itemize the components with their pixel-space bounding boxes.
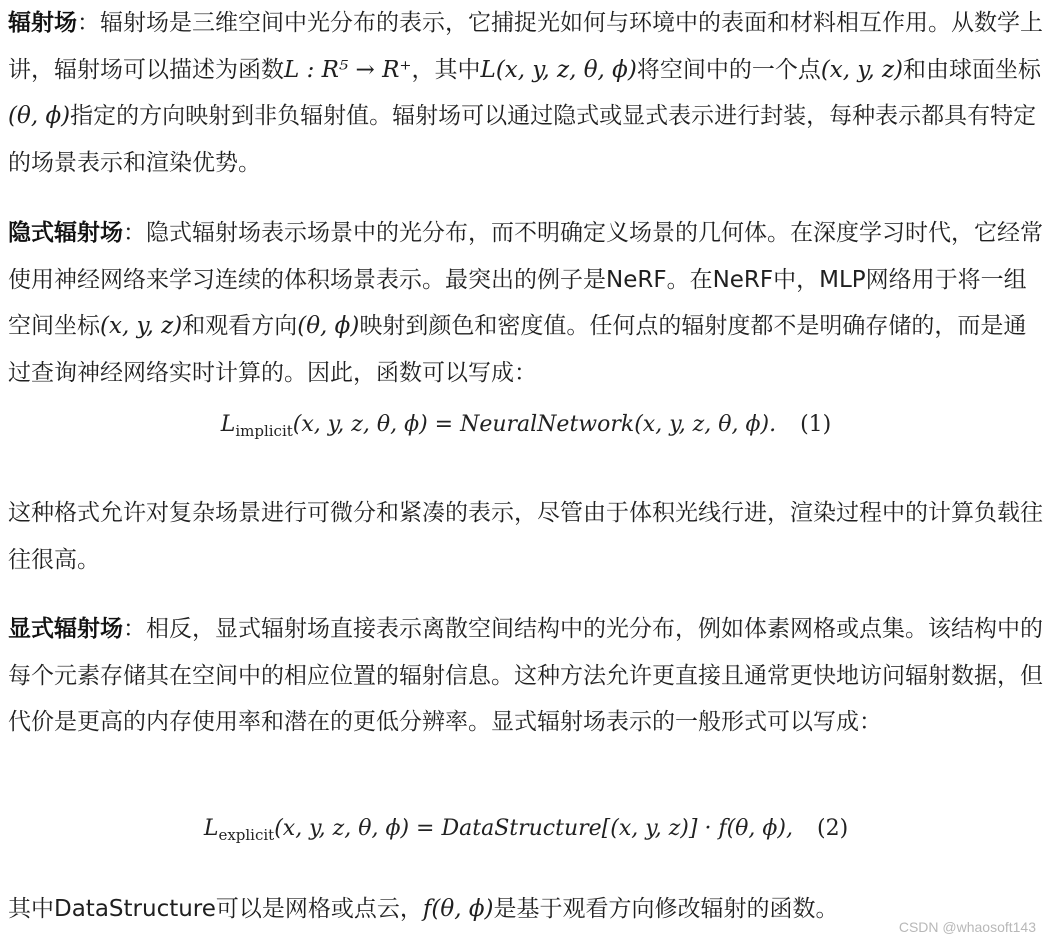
math-theta-phi: (θ, ϕ) <box>8 103 71 129</box>
paragraph-radiance-field <box>8 0 1044 186</box>
math-function-signature: L : R⁵ → R⁺ <box>284 56 412 83</box>
paragraph-text: 和观看方向 <box>182 313 298 339</box>
paragraph-text: ，其中 <box>411 56 481 83</box>
paragraph-text: 将空间中的一个点 <box>636 56 821 83</box>
csdn-watermark: CSDN @whaosoft143 <box>898 919 1036 935</box>
equation-rhs: (x, y, z, θ, ϕ) = DataStructure[(x, y, z)] · f(θ, ϕ), <box>274 816 793 841</box>
paragraph-text: 和由球面坐标 <box>903 56 1042 83</box>
equation-number: (1) <box>800 412 832 437</box>
equation-1 <box>8 412 1044 440</box>
term-implicit-radiance-field: 隐式辐射场 <box>8 220 123 246</box>
paragraph-text: 映射到颜色和密度值。任何点的辐射度都不是明确存储的，而是通过查询神经网络实时计算的。因此，函数可以写成： <box>8 313 1027 386</box>
paragraph-text: ：相反，显式辐射场直接表示离散空间结构中的光分布，例如体素网格或点集。该结构中的每个元素存储其在空间中的相应位置的辐射信息。这种方法允许更直接且通常更快地访问辐射数据，但代价是更高的内存使用率和潜在的更低分辨率。显式辐射场表示的一般形式可以写成： <box>8 616 1043 735</box>
equation-rhs: (x, y, z, θ, ϕ) = NeuralNetwork(x, y, z, θ, ϕ). <box>292 412 777 437</box>
equation-number: (2) <box>816 816 849 841</box>
equation-2 <box>8 816 1044 844</box>
equation-subscript: implicit <box>235 422 293 440</box>
math-f-theta-phi: f(θ, ϕ) <box>422 896 494 922</box>
math-xyz: (x, y, z) <box>820 56 904 83</box>
math-L-function: L(x, y, z, θ, ϕ) <box>480 56 637 83</box>
paragraph-text: 是基于观看方向修改辐射的函数。 <box>493 896 839 922</box>
paragraph-text: ：隐式辐射场表示场景中的光分布，而不明确定义场景的几何体。在深度学习时代，它经常使用神经网络来学习连续的体积场景表示。最突出的例子是NeRF。在NeRF中，MLP网络用于将一组空间坐标 <box>8 220 1043 339</box>
math-theta-phi: (θ, ϕ) <box>297 313 360 339</box>
paragraph-text: ：辐射场是三维空间中光分布的表示，它捕捉光如何与环境中的表面和材料相互作用。从数学上讲，辐射场可以描述为函数 <box>8 10 1043 83</box>
equation-lhs: L <box>220 412 236 437</box>
paragraph-explicit <box>8 606 1044 746</box>
paragraph-text: 其中DataStructure可以是网格或点云， <box>8 896 423 922</box>
paragraph-datastructure <box>8 886 839 933</box>
equation-lhs: L <box>203 816 219 841</box>
paragraph-implicit-note <box>8 490 1044 583</box>
math-xyz: (x, y, z) <box>100 313 183 339</box>
equation-subscript: explicit <box>218 826 275 844</box>
term-explicit-radiance-field: 显式辐射场 <box>8 616 123 642</box>
paragraph-text: 这种格式允许对复杂场景进行可微分和紧凑的表示，尽管由于体积光线行进，渲染过程中的计算负载往往很高。 <box>8 500 1043 573</box>
paragraph-text: 指定的方向映射到非负辐射值。辐射场可以通过隐式或显式表示进行封装，每种表示都具有特定的场景表示和渲染优势。 <box>8 103 1037 176</box>
term-radiance-field: 辐射场 <box>8 10 77 36</box>
paragraph-implicit <box>8 210 1044 396</box>
